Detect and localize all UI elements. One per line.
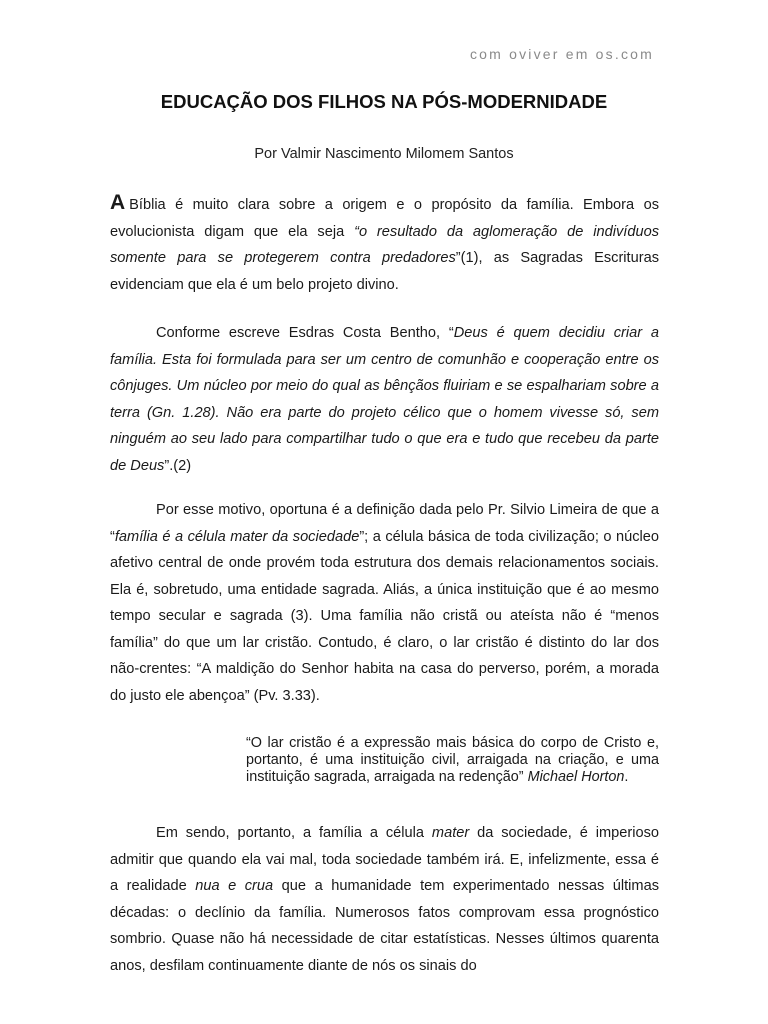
article-byline: Por Valmir Nascimento Milomem Santos [254,146,514,162]
paragraph-3-text-c: ”; a célula básica de toda civilização; o núcleo afetivo central de onde provém toda estrutura dos demais relacionamentos sociais. Ela é, sobretudo, uma entidade sagrada. Aliás, a única instituição que é ao mesmo tempo secular e sagrada (3). Uma família não cristã ou ateísta não é “menos família” do que um lar cristão. Contudo, é claro, o lar cristão é distinto do lar dos não-crentes: “A maldição do Senhor habita na casa do perverso, porém, a morada do justo ele abençoa” (Pv. 3.33). [110,528,659,704]
paragraph-4-italic-2: nua e crua [195,878,274,894]
paragraph-1 [110,190,659,298]
article-title: EDUCAÇÃO DOS FILHOS NA PÓS-MODERNIDADE [160,91,608,112]
paragraph-4-text-a: Em sendo, portanto, a família a célula [156,825,432,841]
block-quote [246,735,659,786]
paragraph-4-text-c: da sociedade, é imperioso admitir que quando ela vai mal, toda sociedade também irá. E, infelizmente, essa é a realidade [110,825,660,894]
paragraph-3-quote: família é a célula mater da sociedade [114,528,360,545]
paragraph-3-text-a: Por esse motivo, oportuna é a definição dada pelo Pr. Silvio Limeira de que a “ [110,502,659,545]
paragraph-1-text-a: Bíblia é muito clara sobre a origem e o propósito da família. Embora os evolucionista digam que ela seja [110,197,659,240]
paragraph-1-text-c: ”(1), as Sagradas Escrituras evidenciam que ela é um belo projeto divino. [110,250,659,293]
paragraph-2 [110,320,659,479]
paragraph-1-quote: “o resultado da aglomeração de indivíduos somente para se protegerem contra predadores [110,223,659,266]
site-header[interactable]: com oviver em os.com [469,46,654,62]
block-quote-author: Michael Horton [527,769,625,785]
paragraph-2-quote: Deus é quem decidiu criar a família. Esta foi formulada para ser um centro de comunhão e cooperação entre os cônjuges. Um núcleo por meio do qual as bênçãos fluiriam e se espalhariam sobre a terra (Gn. 1.28). Não era parte do projeto célico que o homem vivesse só, sem ninguém ao seu lado para compartilhar tudo o que era e tudo que recebeu da parte de Deus [110,325,659,474]
block-quote-text: “O lar cristão é a expressão mais básica do corpo de Cristo e, portanto, é uma instituição civil, arraigada na criação, e uma instituição sagrada, arraigada na redenção” [246,735,659,785]
block-quote-end: . [624,769,629,785]
paragraph-3 [110,497,659,709]
paragraph-4-italic-1: mater [431,825,470,841]
paragraph-2-text-c: ”.(2) [164,457,192,474]
paragraph-2-text-a: Conforme escreve Esdras Costa Bentho, “ [156,325,454,341]
paragraph-4 [110,820,659,979]
drop-cap: A [110,191,126,214]
paragraph-4-text-e: que a humanidade tem experimentado nessas últimas décadas: o declínio da família. Numerosos fatos comprovam essa prognóstico sombrio. Quase não há necessidade de citar estatísticas. Nesses últimos quarenta anos, desfilam continuamente diante de nós os sinais do [110,878,659,974]
